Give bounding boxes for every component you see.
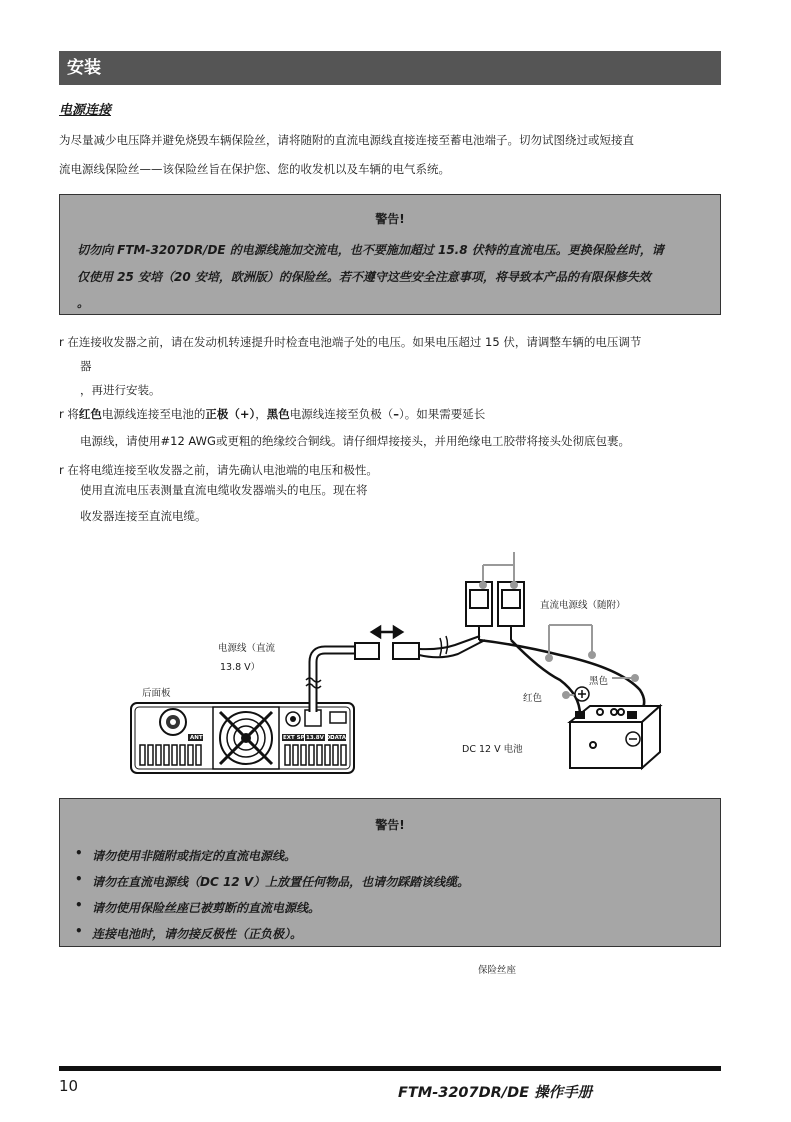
step-1-line-3: ，再进行安装。 [80,383,161,397]
label-battery: DC 12 V 电池 [462,744,523,755]
label-black: 黑色 [589,676,609,687]
step-3-line-1: r 在将电缆连接至收发器之前，请先确认电池端的电压和极性。 [59,463,378,477]
label-fuse-holder: 保险丝座 [478,965,517,976]
connection-diagram [0,540,791,790]
step-1-line-1: r 在连接收发器之前，请在发动机转速提升时检查电池端子处的电压。如果电压超过 15 伏，请调整车辆的电压调节 [59,335,642,349]
bullet-3: • [75,898,83,912]
connect-arrow [372,627,402,637]
label-port-data: DATA [330,735,346,741]
warning-2-item-1: 请勿使用非随附或指定的直流电源线。 [92,849,297,863]
step-2-red: 红色 [78,407,102,421]
step-2-text-e: ）。如果需要延长 [399,407,486,421]
intro-line-1: 为尽量减少电压降并避免烧毁车辆保险丝，请将随附的直流电源线直接连接至蓄电池端子。切勿试图绕过或短接直 [59,133,634,147]
label-dc-cable: 直流电源线（随附） [540,600,626,611]
warning-box-2 [59,798,721,947]
warning-box-1 [59,194,721,315]
bullet-2: • [75,872,83,886]
label-port-ext: EXT SP [283,735,305,741]
step-2-text-b: 电源线连接至电池的 [101,407,206,421]
warning-2-item-4: 连接电池时，请勿接反极性（正负极）。 [92,927,303,941]
step-2-black: 黑色 [266,407,290,421]
label-rear-panel: 后面板 [142,688,171,699]
step-2-text-a: r 将 [59,407,79,421]
warning-1-title: 警告! [375,212,405,226]
bullet-1: • [75,846,83,860]
footer-rule [59,1066,721,1071]
plug-right [393,643,419,659]
warning-1-line-1: 切勿向 FTM-3207DR/DE 的电源线施加交流电，也不要施加超过 15.8 伏特的直流电压。更换保险丝时，请 [77,243,664,257]
warning-1-line-3: 。 [77,296,90,310]
step-2-positive: 正极（+） [205,407,256,421]
step-3-line-2: 使用直流电压表测量直流电缆收发器端头的电压。现在将 [80,483,368,497]
page-number: 10 [59,1077,79,1095]
warning-2-item-2: 请勿在直流电源线（DC 12 V）上放置任何物品，也请勿踩踏该线缆。 [92,875,470,889]
bullet-4: • [75,924,83,938]
step-1-line-2: 器 [80,359,92,373]
section-title: 安装 [59,51,721,85]
step-2-text-d: 电源线连接至负极（ [289,407,394,421]
battery-illustration [570,687,660,768]
label-port-ant: ANT [190,735,203,741]
step-2-line-1 [59,407,485,421]
step-2-line-2: 电源线，请使用#12 AWG或更粗的绝缘绞合铜线。请仔细焊接接头，并用绝缘电工胶带将接头处彻底包裹。 [80,434,630,448]
step-3-line-3: 收发器连接至直流电缆。 [80,509,207,523]
label-power-cable-2: 13.8 V） [220,662,261,673]
step-2-text-c: ， [255,407,267,421]
warning-2-item-3: 请勿使用保险丝座已被剪断的直流电源线。 [92,901,321,915]
fuse-holder-illustration [466,582,524,640]
plug-left [355,643,379,659]
manual-title: FTM-3207DR/DE 操作手册 [398,1085,593,1101]
warning-1-line-2: 仅使用 25 安培（20 安培，欧洲版）的保险丝。若不遵守这些安全注意事项，将导致本产品的有限保修失效 [77,270,651,284]
label-red: 红色 [523,693,543,704]
label-port-dc: 13.8V DC [306,735,335,741]
subsection-title: 电源连接 [59,103,112,118]
warning-2-title: 警告! [375,818,405,832]
intro-line-2: 流电源线保险丝——该保险丝旨在保护您、您的收发机以及车辆的电气系统。 [59,162,450,176]
step-2-negative: – [393,407,400,421]
label-power-cable-1: 电源线（直流 [218,643,276,654]
